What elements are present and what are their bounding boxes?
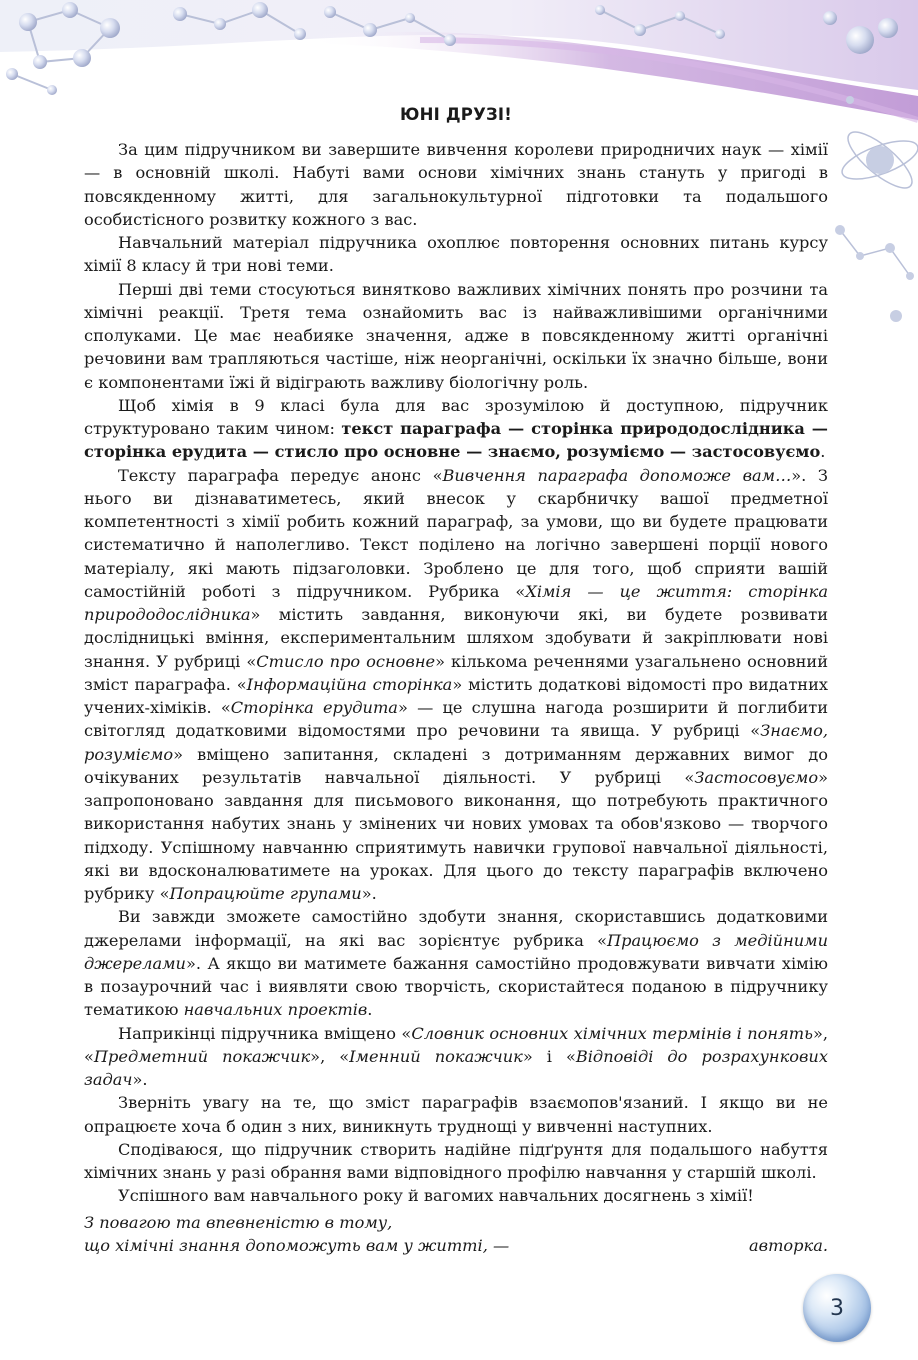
page-number-badge	[803, 1274, 871, 1342]
paragraph: Зверніть увагу на те, що зміст параграфів взаємопов'язаний. І якщо ви не опрацюєте хоча б один з них, виникнуть труднощі у вивченні наступних.	[84, 1093, 828, 1136]
paragraph: Сподіваюся, що підручник створить надійне підґрунтя для подальшого набуття хімічних знань у разі обрання вами відповідного профілю навчання у старшій школі.	[84, 1139, 828, 1182]
closing-line: що хімічні знання допоможуть вам у житті, —	[84, 1235, 510, 1255]
paragraph: Тексту параграфа передує анонс «Вивчення параграфа допоможе вам…». З нього ви дізнаватиметесь, який внесок у скарбничку вашої предметної компетентності з хімії робить кожний параграф, за умови, що ви будете працювати систематично й наполегливо. Текст поділено на логічно завершені порції нового матеріалу, які мають підзаголовки. Зроблено це для того, щоб сприяти вашій самостійній роботі з підручником. Рубрика «Хімія — це життя: сторінка природодослідника» містить завдання, виконуючи які, ви будете розвивати дослідницькі вміння, експериментальним шляхом здобувати й закріплювати нові знання. У рубриці «Стисло про основне» кількома реченнями узагальнено основний зміст параграфа. «Інформаційна сторінка» містить додаткові відомості про видатних учених-хіміків. «Сторінка ерудита» — це слушна нагода розширити й поглибити світогляд додатковими відомостями про речовини та явища. У рубриці «Знаємо, розуміємо» вміщено запитання, складені з дотриманням державних вимог до очікуваних результатів навчальної діяльності. У рубриці «Застосовуємо» запропоновано завдання для письмового виконання, що потребують практичного використання набутих знань у змінених чи нових умовах та обов'язково — творчого підходу. Успішному навчанню сприятимуть навички групової навчальної діяльності, які ви вдосконалюватимете на уроках. Для цього до тексту параграфів включено рубрику «Попрацюйте групами».	[84, 465, 829, 903]
page-content	[84, 104, 828, 1257]
paragraph: Ви завжди зможете самостійно здобути знання, скориставшись додатковими джерелами інформації, на які вас зорієнтує рубрика «Працюємо з медійними джерелами». А якщо ви матимете бажання самостійно продовжувати вивчати хімію в позаурочний час і виявляти свою творчість, скористайтеся поданою в підручнику тематикою навчальних проектів.	[84, 907, 829, 1020]
paragraph: Перші дві теми стосуються винятково важливих хімічних понять про розчини та хімічні реакції. Третя тема ознайомить вас із найважливішими органічними сполуками. Це має неабияке значення, адже в повсякденному житті органічні речовини вам трапляються частіше, ніж неорганічні, оскільки їх значно більше, вони є компонентами їжі й відіграють важливу біологічну роль.	[84, 279, 828, 392]
page-title: ЮНІ ДРУЗІ!	[400, 105, 512, 124]
paragraph: Навчальний матеріал підручника охоплює повторення основних питань курсу хімії 8 класу й три нові теми.	[84, 233, 828, 276]
paragraph: За цим підручником ви завершите вивчення королеви природничих наук — хімії — в основній школі. Набуті вами основи хімічних знань стануть у пригоді в повсякденному житті, для загальнокультурної підготовки та подальшого особистісного розвитку кожного з вас.	[84, 140, 828, 229]
paragraph: Щоб хімія в 9 класі була для вас зрозумілою й доступною, підручник структуровано таким чином: текст параграфа — сторінка природодослідника — сторінка ерудита — стисло про основне — знаємо, розуміємо — застосовуємо.	[84, 395, 828, 462]
paragraph: Наприкінці підручника вміщено «Словник основних хімічних термінів і понять», «Предметний покажчик», «Іменний покажчик» і «Відповіді до розрахункових задач».	[84, 1023, 829, 1089]
closing-line: З повагою та впевненістю в тому,	[84, 1212, 393, 1232]
paragraph: Успішного вам навчального року й вагомих навчальних досягнень з хімії!	[118, 1186, 754, 1206]
structure-emphasis: текст параграфа — сторінка природодослідника — сторінка ерудита — стисло про основне — знаємо, розуміємо — застосовуємо	[84, 419, 828, 462]
author-signature: авторка.	[749, 1235, 828, 1255]
atom-decoration	[820, 80, 918, 360]
page-number: 3	[830, 1295, 844, 1321]
closing-note	[84, 1211, 828, 1258]
